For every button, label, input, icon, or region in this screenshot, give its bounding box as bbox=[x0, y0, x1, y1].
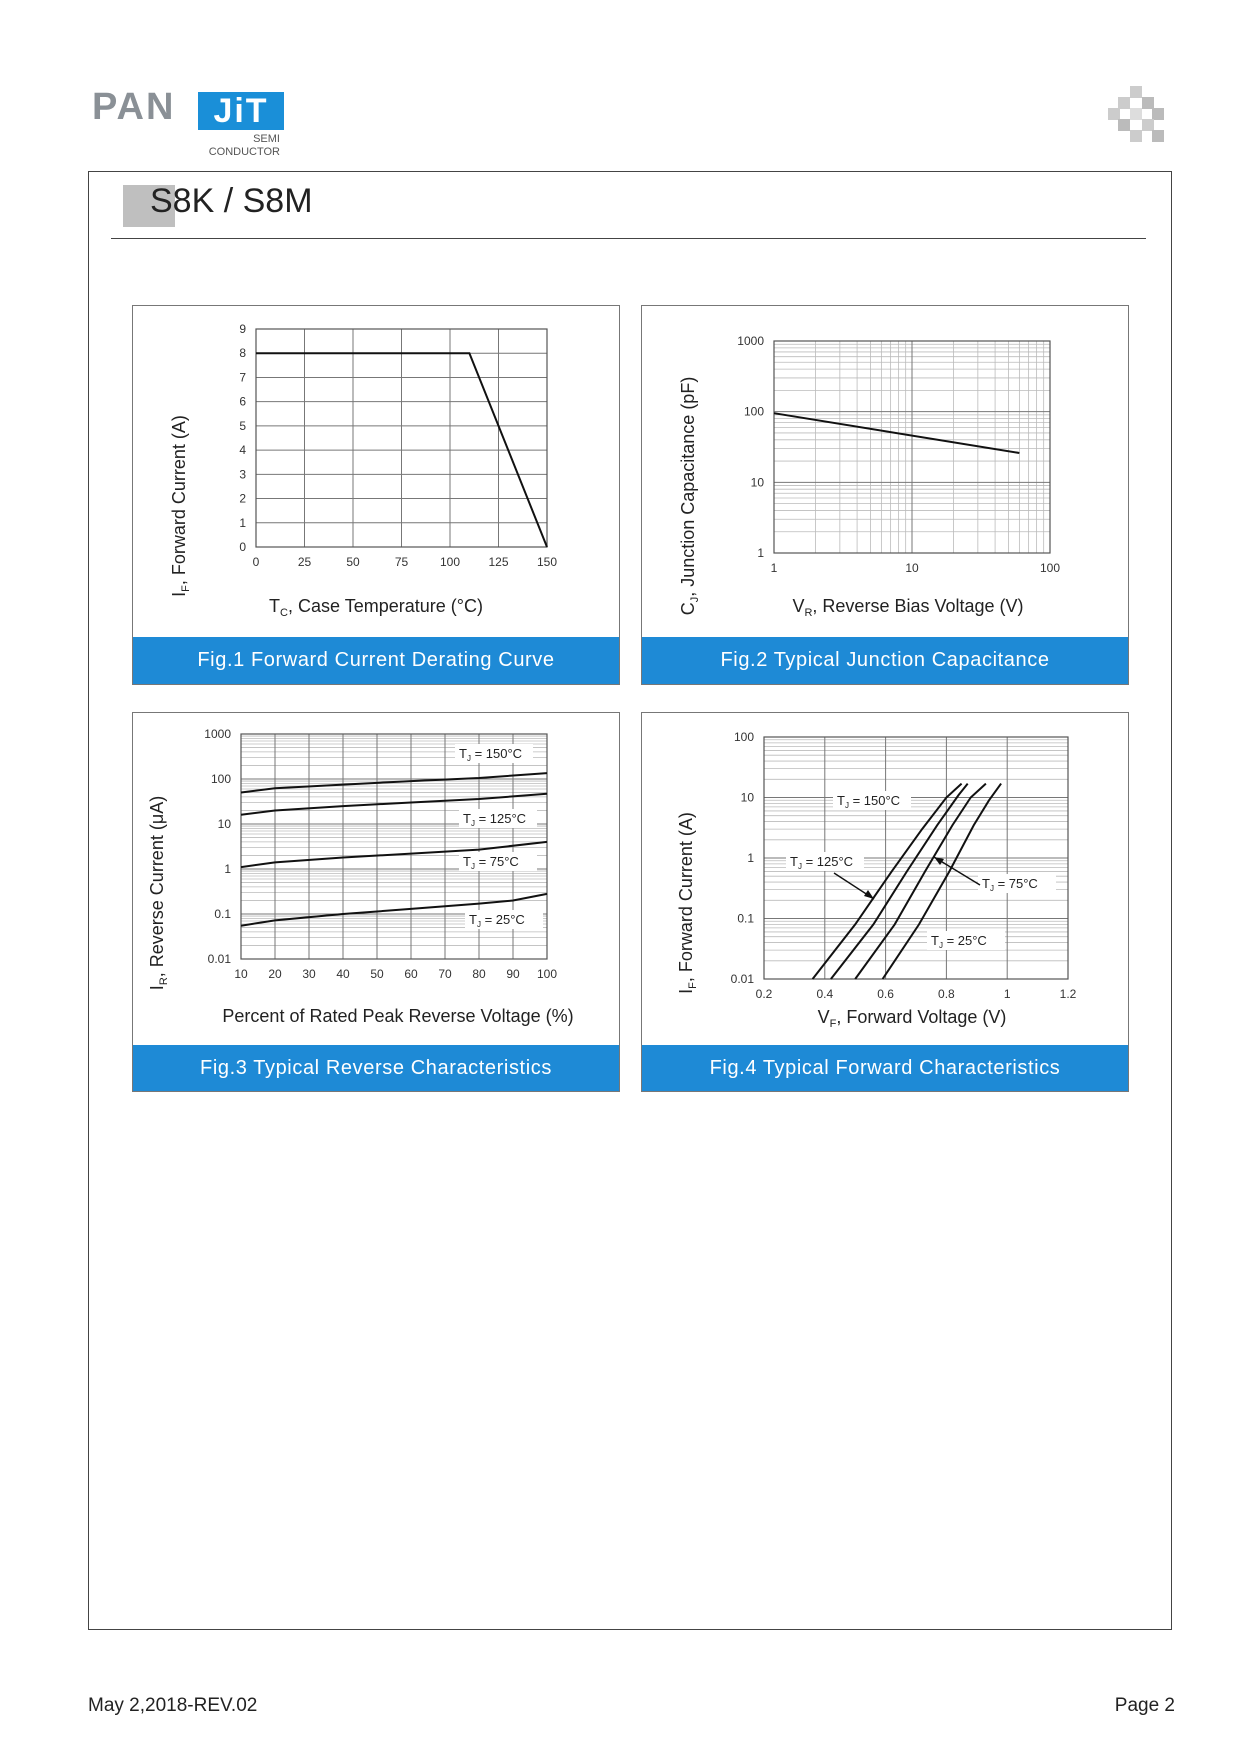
fig1-x-tick-label: 100 bbox=[439, 555, 461, 569]
fig4-pointer-arrowhead-125 bbox=[864, 890, 874, 899]
fig3-x-tick-label: 20 bbox=[268, 967, 282, 981]
fig3-y-tick-label: 1 bbox=[224, 862, 231, 876]
fig2-panel bbox=[641, 305, 1129, 685]
fig1-y-tick-label: 6 bbox=[239, 394, 246, 409]
fig4-y-tick-label: 100 bbox=[733, 730, 754, 744]
fig3-y-tick-label: 100 bbox=[210, 772, 231, 786]
fig4-y-tick-label: 1 bbox=[747, 851, 754, 865]
checker-logo-icon bbox=[1108, 86, 1164, 142]
fig3-x-tick-label: 70 bbox=[438, 967, 452, 981]
logo-sub-line1: SEMI bbox=[253, 133, 280, 145]
fig3-x-axis-label: Percent of Rated Peak Reverse Voltage (%) bbox=[222, 1006, 574, 1026]
logo-sub-line2: CONDUCTOR bbox=[208, 146, 280, 158]
part-title: S8K / S8M bbox=[150, 182, 313, 220]
fig2-y-axis-label: $C_J$, Junction Capacitance (pF) bbox=[678, 376, 701, 616]
fig2-x-tick-label: 1 bbox=[770, 561, 778, 575]
fig4-x-tick-label: 0.8 bbox=[938, 987, 955, 1001]
fig3-curve-label-1: $T_J = 125^\circ C$ bbox=[463, 811, 527, 828]
fig1-y-tick-label: 8 bbox=[239, 346, 246, 361]
fig4-y-tick-label: 10 bbox=[740, 790, 754, 805]
footer-page-number: Page 2 bbox=[1114, 1695, 1175, 1716]
fig4-y-tick-label: 0.1 bbox=[737, 911, 754, 926]
fig3-chart bbox=[133, 713, 619, 1043]
fig2-caption: Fig.2 Typical Junction Capacitance bbox=[642, 637, 1128, 684]
fig3-y-axis-label: $I_R$, Reverse Current (μA) bbox=[147, 795, 170, 991]
fig1-y-tick-label: 2 bbox=[239, 491, 246, 506]
fig4-panel bbox=[641, 712, 1129, 1092]
fig4-x-tick-label: 1 bbox=[1003, 987, 1011, 1001]
title-divider bbox=[111, 238, 1146, 239]
fig2-chart bbox=[642, 306, 1128, 636]
fig1-x-tick-label: 25 bbox=[297, 555, 312, 569]
fig4-x-tick-label: 1.2 bbox=[1059, 987, 1077, 1001]
fig4-curve-label-1: $T_J = 125^\circ C$ bbox=[790, 854, 854, 871]
fig3-y-tick-label: 0.1 bbox=[214, 907, 231, 921]
fig1-y-tick-label: 4 bbox=[239, 443, 246, 458]
fig4-curve-label-3: $T_J = 25^\circ C$ bbox=[931, 933, 987, 950]
fig3-x-tick-label: 40 bbox=[336, 967, 350, 981]
fig1-x-tick-label: 75 bbox=[394, 555, 409, 569]
fig4-chart bbox=[642, 713, 1128, 1043]
fig3-x-tick-label: 100 bbox=[536, 967, 558, 981]
logo-pan-text: PAN bbox=[92, 86, 176, 128]
fig2-x-tick-label: 100 bbox=[1039, 561, 1061, 575]
fig3-curve-label-3: $T_J = 25^\circ C$ bbox=[469, 912, 525, 929]
fig3-x-tick-label: 60 bbox=[404, 967, 418, 981]
fig1-panel bbox=[132, 305, 620, 685]
fig3-x-tick-label: 50 bbox=[370, 967, 384, 981]
fig1-y-tick-label: 0 bbox=[239, 540, 246, 554]
fig3-curve-label-2: $T_J = 75^\circ C$ bbox=[463, 854, 519, 871]
fig1-x-tick-label: 0 bbox=[252, 555, 260, 569]
fig1-y-tick-label: 9 bbox=[239, 322, 246, 336]
fig2-x-axis-label: $V_R$, Reverse Bias Voltage (V) bbox=[792, 596, 1024, 619]
fig1-y-axis-label: $I_F$, Forward Current (A) bbox=[169, 415, 192, 597]
fig2-y-tick-label: 10 bbox=[750, 475, 764, 490]
fig1-x-tick-label: 50 bbox=[346, 555, 360, 569]
fig4-x-axis-label: $V_F$, Forward Voltage (V) bbox=[817, 1007, 1007, 1030]
fig3-x-tick-label: 30 bbox=[302, 967, 316, 981]
fig4-x-tick-label: 0.4 bbox=[816, 987, 834, 1001]
fig1-y-tick-label: 7 bbox=[239, 370, 246, 385]
fig3-y-tick-label: 0.01 bbox=[207, 952, 231, 966]
fig3-x-tick-label: 80 bbox=[472, 967, 486, 981]
fig4-curve-label-0: $T_J = 150^\circ C$ bbox=[837, 793, 901, 810]
fig4-x-tick-label: 0.6 bbox=[877, 987, 894, 1001]
fig4-caption: Fig.4 Typical Forward Characteristics bbox=[642, 1045, 1128, 1091]
fig2-x-tick-label: 10 bbox=[905, 561, 919, 575]
fig3-y-tick-label: 10 bbox=[217, 817, 231, 831]
fig3-curve-label-0: $T_J = 150^\circ C$ bbox=[459, 746, 523, 763]
fig1-caption: Fig.1 Forward Current Derating Curve bbox=[133, 637, 619, 684]
fig4-y-tick-label: 0.01 bbox=[730, 972, 754, 986]
fig1-y-tick-label: 5 bbox=[239, 418, 246, 433]
fig4-y-axis-label: $I_F$, Forward Current (A) bbox=[676, 812, 699, 994]
fig3-panel bbox=[132, 712, 620, 1092]
fig3-y-tick-label: 1000 bbox=[204, 727, 231, 741]
logo-jit-text: JiT bbox=[198, 92, 284, 130]
fig3-x-tick-label: 90 bbox=[506, 967, 520, 981]
fig2-y-tick-label: 1 bbox=[757, 546, 764, 560]
footer-date-rev: May 2,2018-REV.02 bbox=[88, 1695, 258, 1716]
logo-subtitle bbox=[190, 133, 280, 159]
fig4-x-tick-label: 0.2 bbox=[755, 987, 773, 1001]
fig2-y-tick-label: 100 bbox=[743, 404, 764, 419]
fig1-x-axis-label: $T_C$, Case Temperature (°C) bbox=[269, 596, 483, 619]
fig1-chart bbox=[133, 306, 619, 636]
fig1-x-tick-label: 150 bbox=[536, 555, 558, 569]
fig3-series-line-0 bbox=[241, 773, 547, 792]
fig3-x-tick-label: 10 bbox=[234, 967, 248, 981]
fig1-y-tick-label: 1 bbox=[239, 515, 246, 530]
fig1-y-tick-label: 3 bbox=[239, 467, 246, 482]
fig3-caption: Fig.3 Typical Reverse Characteristics bbox=[133, 1045, 619, 1091]
fig1-x-tick-label: 125 bbox=[488, 555, 509, 569]
fig4-curve-label-2: $T_J = 75^\circ C$ bbox=[982, 876, 1038, 893]
fig2-y-tick-label: 1000 bbox=[737, 334, 764, 348]
